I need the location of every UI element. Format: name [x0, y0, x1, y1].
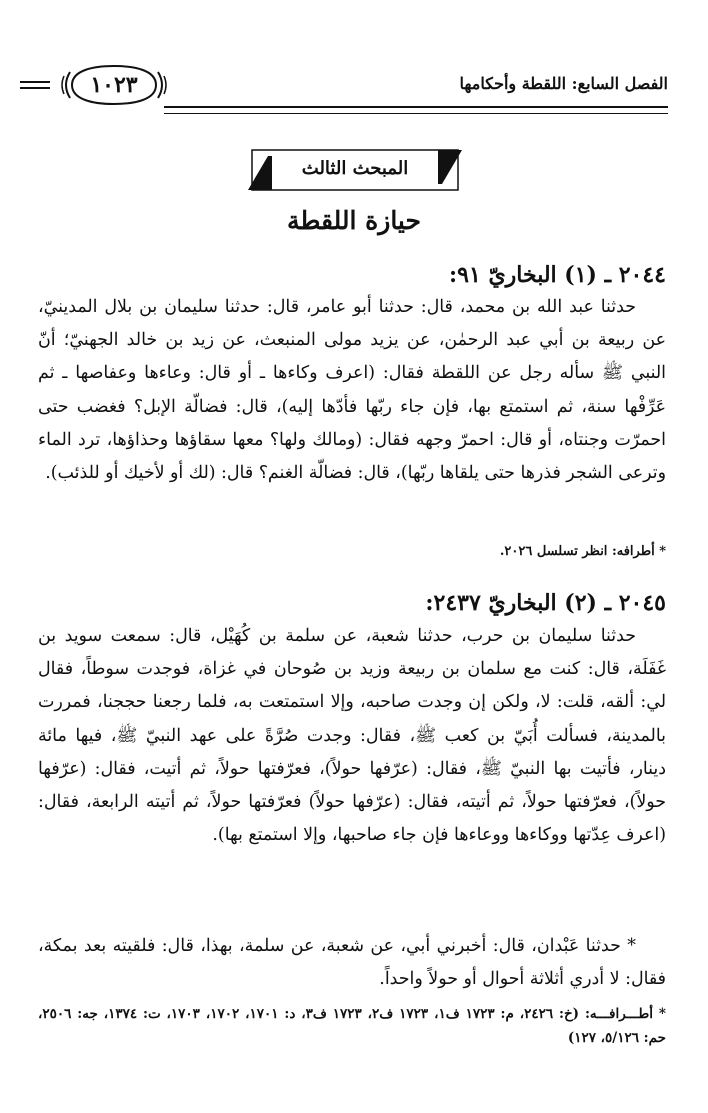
hadith-2-heading: ٢٠٤٥ ـ (٢) البخاريّ ٢٤٣٧:: [425, 590, 666, 616]
page-number: ١٠٢٣: [90, 72, 138, 98]
hadith-2-followup: * حدثنا عَبْدان، قال: أخبرني أبي، عن شعبة، عن سلمة، بهذا، قال: فلقيته بعد بمكة، فقال: لا أدري أثلاثة أحوال أو حولاً واحداً.: [38, 936, 666, 990]
page-number-ornament: [54, 62, 174, 108]
hadith-1-note: * أطرافه: انظر تسلسل ٢٠٢٦.: [499, 544, 666, 559]
header-dash: [20, 81, 50, 89]
chapter-title: الفصل السابع: اللقطة وأحكامها: [459, 74, 668, 93]
hadith-2-references: * أطـــرافـــه: (خ: ٢٤٢٦، م: ١٧٢٣ ف١، ١٧٢٣ ف٢، ١٧٢٣ ف٣، د: ١٧٠١، ١٧٠٢، ١٧٠٣، ت: ١٣٧٤، جه: ٢٥٠٦، حم: ٥/١٢٦، ١٢٧): [38, 1006, 666, 1046]
section-label-box: [246, 148, 464, 192]
hadith-1-heading: ٢٠٤٤ ـ (١) البخاريّ ٩١:: [449, 262, 666, 288]
running-header: [40, 60, 668, 130]
header-rule: [164, 106, 668, 114]
section-label: المبحث الثالث: [301, 158, 409, 179]
page-title: حيازة اللقطة: [287, 206, 421, 235]
hadith-2-text: حدثنا سليمان بن حرب، حدثنا شعبة، عن سلمة بن كُهَيْل، قال: سمعت سويد بن غَفَلَة، قال: كنت مع سلمان بن ربيعة وزيد بن صُوحان في غزاة، فوجدت سوطاً، فقال لي: ألقه، قلت: لا، ولكن إن وجدت صاحبه، وإلا استمتعت به، فلما رجعنا حججنا، فمررت بالمدينة، فسألت أُبَيّ بن كعب ﷺ، فقال: وجدت صُرَّةً على عهد النبيّ ﷺ، فيها مائة دينار، فأتيت بها النبيّ ﷺ، فقال: (عرّفها حولاً)، فعرّفتها حولاً، ثم أتيت، فقال: (عرّفها حولاً)، فعرّفتها حولاً، ثم أتيته، فقال: (عرّفها حولاً) فعرّفتها حولاً، ثم أتيته الرابعة، فقال: (اعرف عِدّتها ووكاءها ووعاءها فإن جاء صاحبها، وإلا استمتع بها).: [38, 626, 666, 846]
hadith-1-text: حدثنا عبد الله بن محمد، قال: حدثنا أبو عامر، قال: حدثنا سليمان بن بلال المدينيّ، عن ربيعة بن أبي عبد الرحمٰن، عن يزيد مولى المنبعث، عن زيد بن خالد الجهنيّ؛ أنّ النبي ﷺ سأله رجل عن اللقطة فقال: (اعرف وكاءها ـ أو قال: وعاءها وعفاصها ـ ثم عَرِّفْها سنة، ثم استمتع بها، فإن جاء ربّها فأدّها إليه)، قال: فضالّة الإبل؟ فغضب حتى احمرّت وجنتاه، أو قال: احمرّ وجهه فقال: (ومالك ولها؟ معها سقاؤها وحذاؤها، ترد الماء وترعى الشجر فذرها حتى يلقاها ربّها)، قال: فضالّة الغنم؟ قال: (لك أو لأخيك أو للذئب).: [38, 297, 666, 484]
